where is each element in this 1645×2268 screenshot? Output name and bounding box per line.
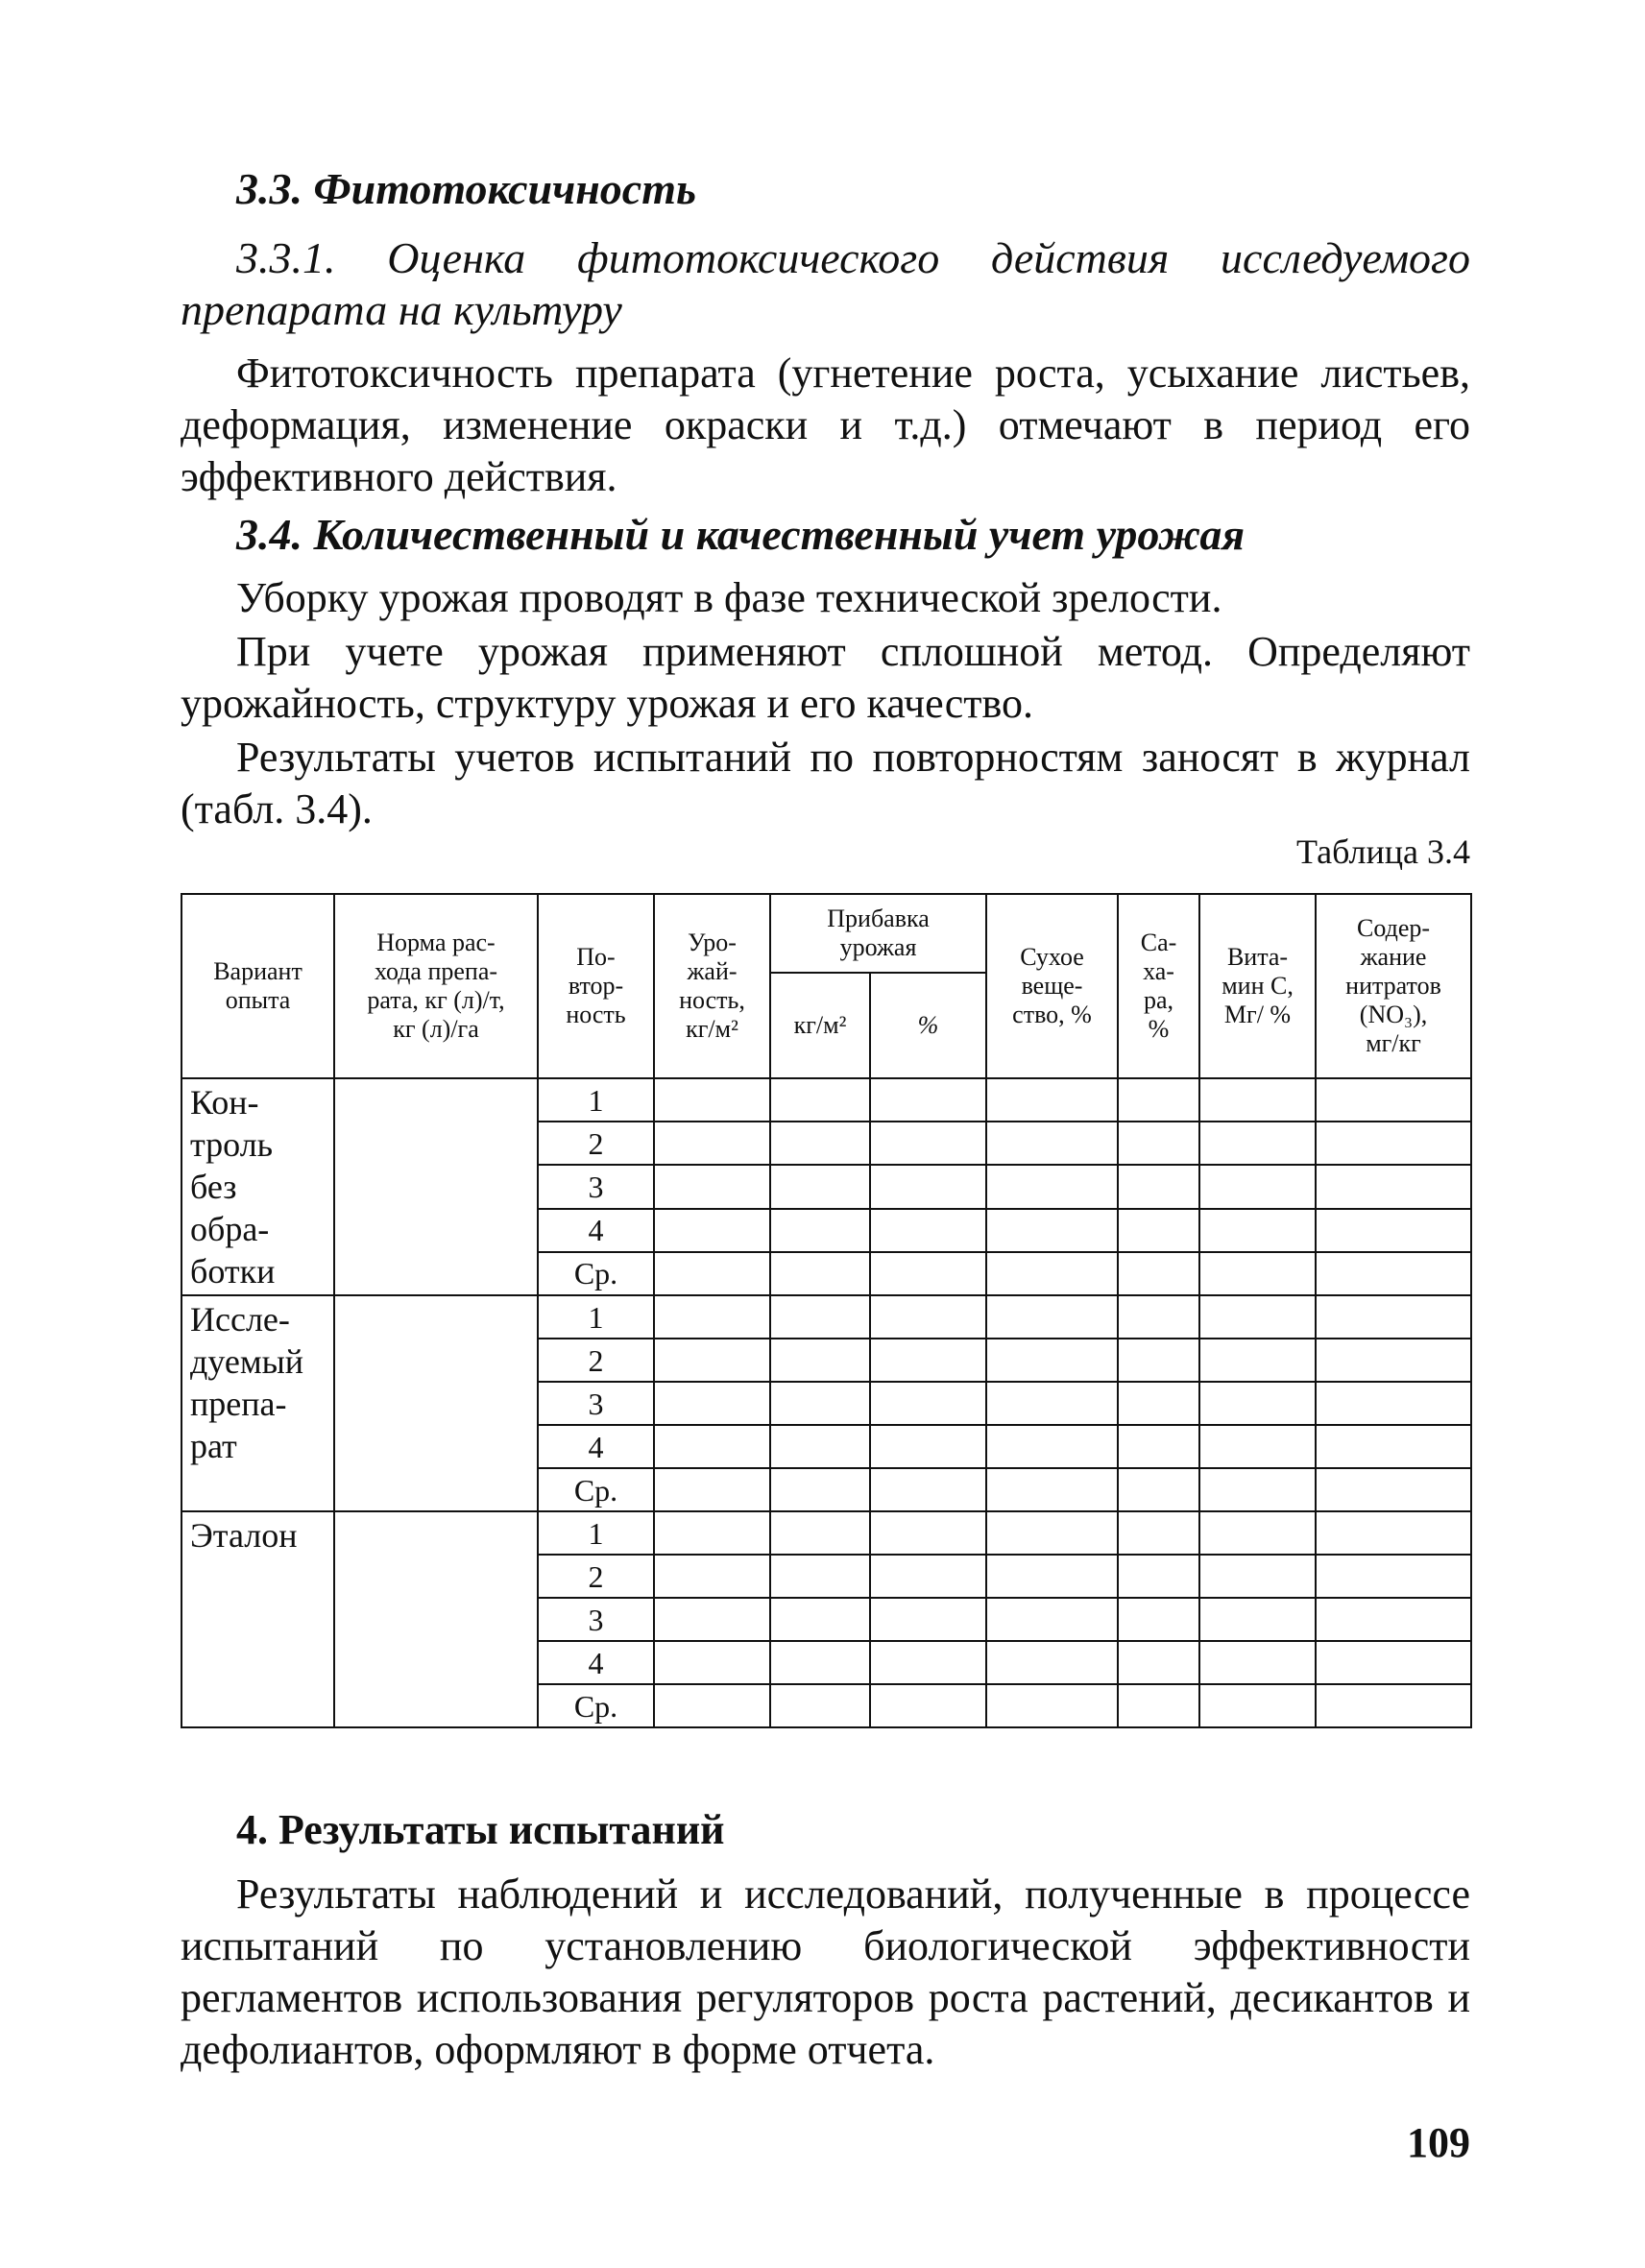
empty-cell (654, 1122, 770, 1165)
empty-cell (654, 1468, 770, 1511)
empty-cell (1199, 1684, 1316, 1727)
empty-cell (1118, 1684, 1199, 1727)
empty-cell (770, 1425, 870, 1468)
empty-cell (1316, 1684, 1471, 1727)
repeat-cell: 3 (538, 1598, 654, 1641)
empty-cell (986, 1209, 1118, 1252)
variant-cell: Эталон (181, 1511, 334, 1727)
empty-cell (770, 1598, 870, 1641)
empty-cell (986, 1339, 1118, 1382)
header-increase: Прибавка урожая (770, 894, 986, 973)
empty-cell (654, 1641, 770, 1684)
empty-cell (770, 1252, 870, 1295)
empty-cell (1316, 1468, 1471, 1511)
empty-cell (986, 1511, 1118, 1555)
paragraph-journal: Результаты учетов испытаний по повторностям заносят в журнал (табл. 3.4). (181, 734, 1470, 832)
empty-cell (770, 1339, 870, 1382)
empty-cell (1199, 1641, 1316, 1684)
variant-cell: Кон- троль без обра- ботки (181, 1078, 334, 1295)
empty-cell (654, 1555, 770, 1598)
empty-cell (1316, 1382, 1471, 1425)
empty-cell (1316, 1339, 1471, 1382)
page-number: 109 (1407, 2119, 1470, 2166)
empty-cell (986, 1252, 1118, 1295)
norm-cell (334, 1511, 538, 1727)
empty-cell (1199, 1165, 1316, 1208)
empty-cell (1199, 1295, 1316, 1339)
empty-cell (1199, 1598, 1316, 1641)
empty-cell (1199, 1209, 1316, 1252)
empty-cell (870, 1165, 986, 1208)
empty-cell (1316, 1425, 1471, 1468)
empty-cell (770, 1468, 870, 1511)
section-heading-3-4: 3.4. Количественный и качественный учет урожая (236, 510, 1246, 559)
table-row (181, 1078, 1471, 1122)
header-vitamin: Вита- мин С, Мг/ % (1199, 894, 1316, 1078)
empty-cell (870, 1468, 986, 1511)
repeat-cell: 3 (538, 1382, 654, 1425)
empty-cell (654, 1252, 770, 1295)
empty-cell (986, 1078, 1118, 1122)
empty-cell (1316, 1252, 1471, 1295)
empty-cell (654, 1339, 770, 1382)
empty-cell (654, 1165, 770, 1208)
empty-cell (1316, 1209, 1471, 1252)
header-increase-pct: % (870, 973, 986, 1078)
empty-cell (1316, 1122, 1471, 1165)
header-nitrates: Содер- жание нитратов (NO₃), мг/кг (1316, 894, 1471, 1078)
empty-cell (654, 1382, 770, 1425)
empty-cell (1118, 1641, 1199, 1684)
table-caption: Таблица 3.4 (1296, 832, 1470, 871)
paragraph-results: Результаты наблюдений и исследований, полученные в процессе испытаний по установлению биологической эффективности регламентов использования регуляторов роста растений, десикантов и дефолиантов, оформляют в форме отчета. (181, 1870, 1470, 2073)
empty-cell (870, 1425, 986, 1468)
section-heading-4: 4. Результаты испытаний (236, 1806, 725, 1853)
empty-cell (654, 1078, 770, 1122)
empty-cell (870, 1339, 986, 1382)
empty-cell (986, 1684, 1118, 1727)
header-norm: Норма рас- хода препа- рата, кг (л)/т, кг (л)/га (334, 894, 538, 1078)
empty-cell (986, 1468, 1118, 1511)
empty-cell (654, 1425, 770, 1468)
empty-cell (870, 1122, 986, 1165)
empty-cell (654, 1684, 770, 1727)
empty-cell (654, 1598, 770, 1641)
empty-cell (1118, 1598, 1199, 1641)
empty-cell (770, 1165, 870, 1208)
table-row (181, 1511, 1471, 1555)
empty-cell (1316, 1555, 1471, 1598)
header-yield: Уро- жай- ность, кг/м² (654, 894, 770, 1078)
norm-cell (334, 1295, 538, 1511)
repeat-cell: 2 (538, 1122, 654, 1165)
empty-cell (1199, 1468, 1316, 1511)
repeat-cell: Ср. (538, 1252, 654, 1295)
empty-cell (1118, 1468, 1199, 1511)
empty-cell (870, 1078, 986, 1122)
header-sugar: Са- ха- ра, % (1118, 894, 1199, 1078)
empty-cell (986, 1641, 1118, 1684)
empty-cell (1118, 1425, 1199, 1468)
empty-cell (1316, 1295, 1471, 1339)
empty-cell (986, 1555, 1118, 1598)
empty-cell (1118, 1122, 1199, 1165)
empty-cell (1199, 1511, 1316, 1555)
empty-cell (870, 1555, 986, 1598)
empty-cell (654, 1209, 770, 1252)
repeat-cell: 4 (538, 1425, 654, 1468)
repeat-cell: 1 (538, 1295, 654, 1339)
empty-cell (1118, 1555, 1199, 1598)
empty-cell (1118, 1295, 1199, 1339)
empty-cell (1199, 1382, 1316, 1425)
table-row (181, 1295, 1471, 1339)
empty-cell (986, 1295, 1118, 1339)
empty-cell (986, 1425, 1118, 1468)
empty-cell (870, 1598, 986, 1641)
empty-cell (1316, 1511, 1471, 1555)
empty-cell (770, 1641, 870, 1684)
empty-cell (870, 1295, 986, 1339)
empty-cell (770, 1078, 870, 1122)
header-increase-kg: кг/м² (770, 973, 870, 1078)
empty-cell (1316, 1078, 1471, 1122)
empty-cell (1118, 1165, 1199, 1208)
empty-cell (1199, 1339, 1316, 1382)
empty-cell (770, 1295, 870, 1339)
repeat-cell: 1 (538, 1078, 654, 1122)
empty-cell (1199, 1252, 1316, 1295)
empty-cell (1118, 1078, 1199, 1122)
empty-cell (1118, 1511, 1199, 1555)
empty-cell (1316, 1165, 1471, 1208)
empty-cell (770, 1382, 870, 1425)
empty-cell (1118, 1209, 1199, 1252)
subsection-heading-3-3-1: 3.3.1. Оценка фитотоксического действия исследуемого препарата на культуру (181, 233, 1470, 334)
empty-cell (1199, 1425, 1316, 1468)
section-heading-3-3: 3.3. Фитотоксичность (236, 164, 697, 213)
empty-cell (654, 1511, 770, 1555)
header-repeat: По- втор- ность (538, 894, 654, 1078)
empty-cell (870, 1684, 986, 1727)
empty-cell (870, 1382, 986, 1425)
empty-cell (1118, 1382, 1199, 1425)
empty-cell (1199, 1122, 1316, 1165)
repeat-cell: 1 (538, 1511, 654, 1555)
empty-cell (1316, 1641, 1471, 1684)
repeat-cell: Ср. (538, 1684, 654, 1727)
empty-cell (986, 1122, 1118, 1165)
repeat-cell: 4 (538, 1641, 654, 1684)
empty-cell (770, 1511, 870, 1555)
empty-cell (986, 1165, 1118, 1208)
repeat-cell: 2 (538, 1555, 654, 1598)
empty-cell (1199, 1555, 1316, 1598)
header-dry-matter: Сухое веще- ство, % (986, 894, 1118, 1078)
empty-cell (770, 1122, 870, 1165)
empty-cell (1199, 1078, 1316, 1122)
paragraph-phytotoxicity: Фитотоксичность препарата (угнетение роста, усыхание листьев, деформация, изменение окраски и т.д.) отмечают в период его эффективного действия. (181, 350, 1470, 500)
empty-cell (870, 1511, 986, 1555)
variant-cell: Иссле- дуемый препа- рат (181, 1295, 334, 1511)
results-table (181, 893, 1472, 1728)
empty-cell (870, 1641, 986, 1684)
repeat-cell: 3 (538, 1165, 654, 1208)
empty-cell (870, 1252, 986, 1295)
repeat-cell: Ср. (538, 1468, 654, 1511)
repeat-cell: 2 (538, 1339, 654, 1382)
empty-cell (770, 1684, 870, 1727)
empty-cell (1118, 1252, 1199, 1295)
repeat-cell: 4 (538, 1209, 654, 1252)
header-variant: Вариант опыта (181, 894, 334, 1078)
empty-cell (1118, 1339, 1199, 1382)
paragraph-harvest-method: При учете урожая применяют сплошной метод. Определяют урожайность, структуру урожая и его качество. (181, 628, 1470, 727)
empty-cell (770, 1209, 870, 1252)
empty-cell (1316, 1598, 1471, 1641)
empty-cell (986, 1382, 1118, 1425)
empty-cell (770, 1555, 870, 1598)
empty-cell (654, 1295, 770, 1339)
paragraph-harvest-phase: Уборку урожая проводят в фазе технической зрелости. (236, 574, 1222, 621)
empty-cell (870, 1209, 986, 1252)
norm-cell (334, 1078, 538, 1295)
empty-cell (986, 1598, 1118, 1641)
